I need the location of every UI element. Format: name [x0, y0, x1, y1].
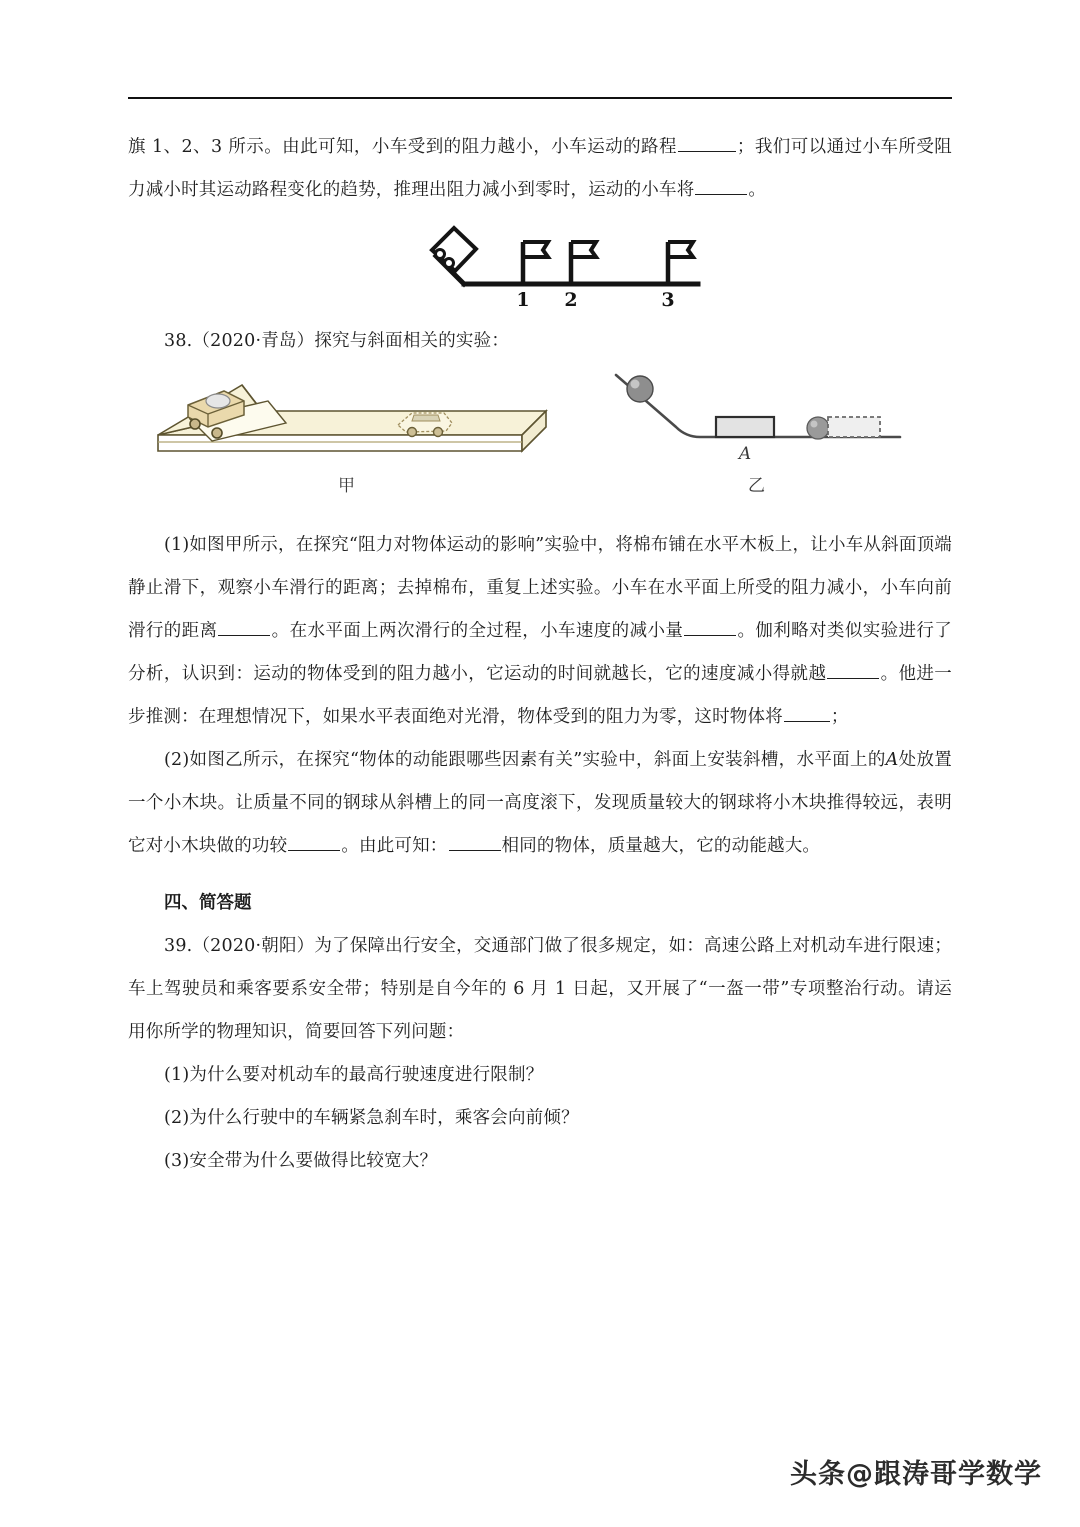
figure-label-jia: 甲	[338, 476, 355, 496]
q38-p1-text-a: (1)如图甲所示，在探究“阻力对物体运动的影响”实验中，将棉布铺在水平木板上，让小车从斜面顶端静止滑下，观察小车滑行的距离；去掉棉布，重复上述实验。小车在水平面上所受的阻力减小，小车向前滑行的距离	[128, 535, 952, 641]
answer-blank[interactable]	[288, 833, 340, 851]
flag-1-icon	[523, 242, 548, 284]
steel-ball-icon	[627, 376, 653, 402]
point-label-A: A	[738, 444, 752, 464]
q38-p1-text-b: 。在水平面上两次滑行的全过程，小车速度的减小量	[271, 621, 684, 641]
header-rule	[128, 97, 952, 99]
paragraph-continuation	[128, 126, 952, 212]
figure-label-yi: 乙	[748, 476, 765, 496]
answer-blank[interactable]	[784, 704, 830, 722]
question-38-part-1	[128, 524, 952, 739]
watermark-prefix: 头条	[790, 1459, 846, 1490]
continuation-text-part2: ；我们可以通过小车所受阻力减小时其运动路程变化的趋势，推理出阻力减小到零时，运动的小车将	[128, 137, 952, 200]
q38-p1-text-c: 。伽利略对类似实验进行了分析，认识到：运动的物体受到的阻力越小，它运动的时间就越长，它的速度减小得就越	[128, 621, 953, 684]
section-heading-4: 四、简答题	[164, 893, 252, 913]
q38-p2-point-label: A	[885, 750, 899, 770]
cart-icon	[432, 228, 476, 271]
answer-blank[interactable]	[678, 134, 736, 152]
flag-label-3: 3	[661, 289, 675, 311]
flag-label-1: 1	[516, 289, 530, 311]
flag-label-2: 2	[564, 289, 578, 311]
answer-blank[interactable]	[695, 177, 747, 195]
q38-p2-text-a: (2)如图乙所示，在探究“物体的动能跟哪些因素有关”实验中，斜面上安装斜槽，水平面上的	[164, 750, 886, 770]
q38-p2-text-d: 相同的物体，质量越大，它的动能越大。	[501, 836, 821, 856]
figure-experiments	[128, 367, 952, 502]
wood-block-icon	[716, 417, 774, 437]
question-39-stem: 39.（2020·朝阳）为了保障出行安全，交通部门做了很多规定，如：高速公路上对机动车进行限速；车上驾驶员和乘客要系安全带；特别是自今年的 6 月 1 日起，又开展了“一盔一带”专项整治行动。请运用你所学的物理知识，简要回答下列问题：	[128, 936, 952, 1042]
answer-blank[interactable]	[449, 833, 501, 851]
flag-2-icon	[571, 242, 596, 284]
figure-flags-diagram	[128, 222, 952, 314]
question-39-sub-3: (3)安全带为什么要做得比较宽大？	[164, 1151, 438, 1171]
watermark-handle: @跟涛哥学数学	[846, 1459, 1042, 1490]
flag-3-icon	[668, 242, 693, 284]
question-38-stem: 38.（2020·青岛）探究与斜面相关的实验：	[164, 331, 510, 351]
displaced-block-icon	[807, 417, 880, 439]
flags-svg	[416, 222, 716, 312]
question-39-sub-2: (2)为什么行驶中的车辆紧急刹车时，乘客会向前倾？	[164, 1108, 579, 1128]
experiment-yi-svg	[580, 367, 910, 467]
continuation-text-part3: 。	[748, 180, 767, 200]
q38-p2-text-c: 。由此可知：	[341, 836, 448, 856]
answer-blank[interactable]	[827, 661, 879, 679]
q38-p2-text-b: 处放置一个小木块。让质量不同的钢球从斜槽上的同一高度滚下，发现质量较大的钢球将小木块推得较远，表明它对小木块做的功较	[128, 750, 952, 856]
document-content	[128, 126, 952, 1183]
continuation-text-part1: 旗 1、2、3 所示。由此可知，小车受到的阻力越小，小车运动的路程	[128, 137, 677, 157]
q38-p1-text-d: 。他进一步推测：在理想情况下，如果水平表面绝对光滑，物体受到的阻力为零，这时物体将	[128, 664, 953, 727]
q38-p1-text-e: ；	[830, 707, 849, 727]
watermark	[790, 1452, 1042, 1491]
answer-blank[interactable]	[218, 618, 270, 636]
question-38-part-2	[128, 739, 952, 868]
experiment-jia-svg	[150, 367, 550, 467]
question-39-sub-1: (1)为什么要对机动车的最高行驶速度进行限制？	[164, 1065, 544, 1085]
answer-blank[interactable]	[684, 618, 736, 636]
